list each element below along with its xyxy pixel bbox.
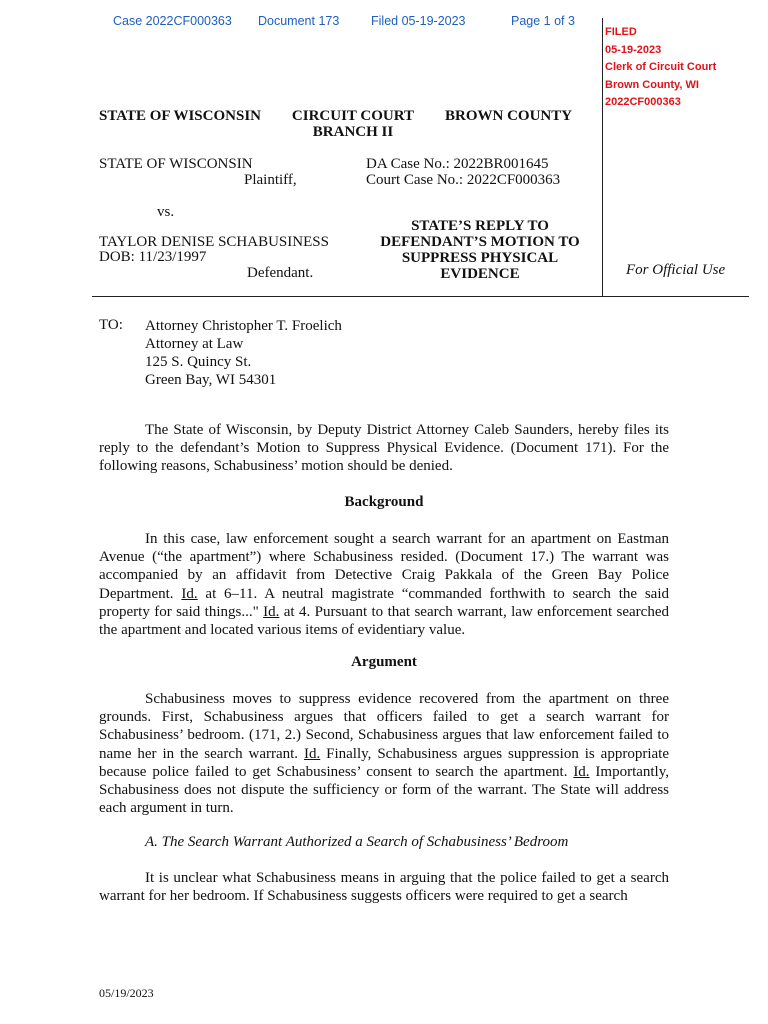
stamp-case: 2022CF000363 <box>605 96 681 108</box>
filed-stamp <box>605 24 716 112</box>
da-case-number: DA Case No.: 2022BR001645 <box>366 156 549 172</box>
caption-state: STATE OF WISCONSIN <box>99 108 261 124</box>
stamp-clerk: Clerk of Circuit Court <box>605 61 717 73</box>
title-line-2: DEFENDANT’S MOTION TO <box>380 234 580 250</box>
title-line-1: STATE’S REPLY TO <box>411 218 549 234</box>
title-line-3: SUPPRESS PHYSICAL <box>401 250 559 266</box>
defendant-role: Defendant. <box>247 265 314 281</box>
document-title <box>370 218 590 282</box>
recipient-city: Green Bay, WI 54301 <box>145 372 277 388</box>
background-text-3: at 4. Pursuant to that search warrant, law enforcement searched the apartment and located various items of evidentiary value. <box>99 603 669 639</box>
background-paragraph <box>99 530 669 639</box>
background-heading: Background <box>344 494 424 510</box>
argument-text-3: Importantly, Schabusiness does not dispute the sufficiency or form of the warrant. The State will address each argument in turn. <box>99 763 670 817</box>
caption-court-name: CIRCUIT COURT <box>291 108 415 124</box>
page-indicator: Page 1 of 3 <box>511 14 575 28</box>
background-text-2: at 6–11. A neutral magistrate “commanded forthwith to search the said property for said things..." <box>99 585 669 620</box>
section-a-paragraph <box>99 869 669 905</box>
plaintiff-role: Plaintiff, <box>244 172 297 188</box>
defendant-name: TAYLOR DENISE SCHABUSINESS <box>99 234 329 250</box>
citation-id: Id. <box>303 745 321 762</box>
caption-court <box>280 108 426 140</box>
argument-heading: Argument <box>351 654 417 670</box>
stamp-date: 05-19-2023 <box>605 43 662 56</box>
intro-paragraph <box>99 421 669 476</box>
title-line-4: EVIDENCE <box>440 266 520 282</box>
caption-vertical-divider <box>602 18 603 296</box>
court-case-number: Court Case No.: 2022CF000363 <box>366 172 561 188</box>
argument-paragraph <box>99 690 669 817</box>
stamp-county: Brown County, WI <box>605 78 699 91</box>
caption-branch: BRANCH II <box>312 124 394 140</box>
recipient-street: 125 S. Quincy St. <box>145 354 252 370</box>
citation-id: Id. <box>181 585 198 602</box>
stamp-filed: FILED <box>605 26 637 38</box>
footer-date: 05/19/2023 <box>99 986 154 1000</box>
recipient-address <box>145 317 342 389</box>
case-number: Case 2022CF000363 <box>113 14 232 28</box>
defendant-dob: DOB: 11/23/1997 <box>99 249 207 265</box>
argument-text-1: Schabusiness moves to suppress evidence recovered from the apartment on three grounds. First, Schabusiness argues that officers failed to get a search warrant for Schabusiness’ bedroom. (171, 2.) Second, Schabusiness argues that law enforcement failed to name her in the search warrant. <box>99 691 669 762</box>
intro-text: The State of Wisconsin, by Deputy District Attorney Caleb Saunders, hereby files its reply to the defendant’s Motion to Suppress Physical Evidence. (Document 171). For the following reasons, Schabusiness’ motion should be denied. <box>99 422 669 475</box>
section-a-heading: A. The Search Warrant Authorized a Search of Schabusiness’ Bedroom <box>145 834 569 850</box>
background-text-1: In this case, law enforcement sought a search warrant for an apartment on Eastman Avenue (“the apartment”) where Schabusiness resided. (Document 17.) The warrant was accompanied by an affidavit from Detective Craig Pakkala of the Green Bay Police Department. <box>99 531 669 602</box>
citation-id: Id. <box>573 763 590 780</box>
plaintiff-name: STATE OF WISCONSIN <box>99 156 253 172</box>
caption-county: BROWN COUNTY <box>445 108 573 124</box>
recipient-name: Attorney Christopher T. Froelich <box>145 318 342 334</box>
citation-id: Id. <box>263 603 280 620</box>
official-use-label: For Official Use <box>626 262 726 278</box>
caption-horizontal-divider <box>92 296 749 297</box>
argument-text-2: Finally, Schabusiness argues suppression is appropriate because police failed to get Schabusiness’ consent to search the apartment. <box>99 745 669 780</box>
document-number: Document 173 <box>258 14 340 28</box>
filed-date: Filed 05-19-2023 <box>371 14 466 28</box>
section-a-text: It is unclear what Schabusiness means in arguing that the police failed to get a search warrant for her bedroom. If Schabusiness suggests officers were required to get a search <box>99 870 669 905</box>
recipient-title: Attorney at Law <box>145 336 244 352</box>
to-label: TO: <box>99 317 123 333</box>
versus: vs. <box>157 204 175 220</box>
